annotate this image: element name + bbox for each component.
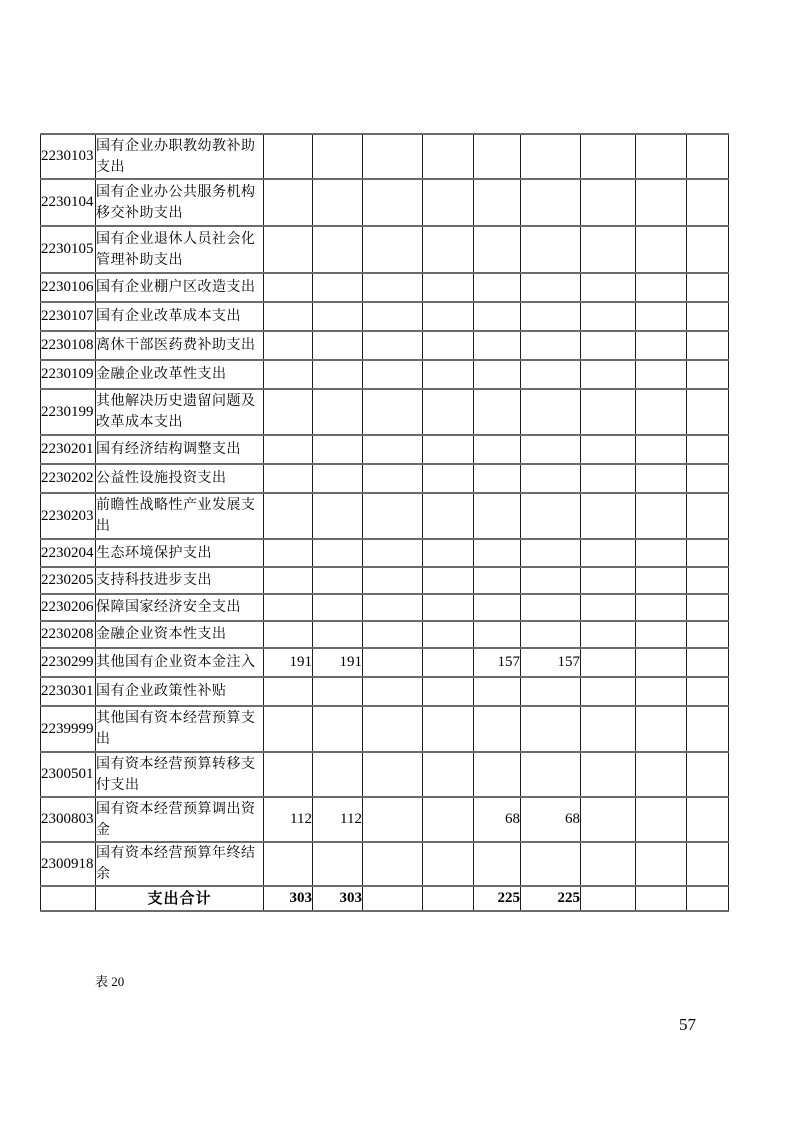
name-cell: 国有企业棚户区改造支出 [96, 273, 264, 302]
value-cell [636, 493, 687, 539]
name-cell: 金融企业改革性支出 [96, 360, 264, 389]
value-cell [687, 539, 729, 567]
value-cell [521, 435, 581, 464]
value-cell [313, 435, 363, 464]
name-cell: 国有经济结构调整支出 [96, 435, 264, 464]
value-cell [581, 539, 636, 567]
budget-table-body [41, 134, 729, 911]
value-cell [581, 302, 636, 331]
code-cell: 2230107 [41, 302, 96, 331]
value-cell [423, 493, 474, 539]
table-row [41, 567, 729, 594]
value-cell [687, 389, 729, 435]
code-cell: 2230208 [41, 621, 96, 648]
name-cell: 国有企业办职教幼教补助支出 [96, 134, 264, 179]
value-cell [581, 226, 636, 273]
value-cell [264, 302, 313, 331]
value-cell [423, 226, 474, 273]
value-cell [581, 621, 636, 648]
table-row [41, 648, 729, 677]
value-cell [423, 134, 474, 179]
value-cell [687, 302, 729, 331]
value-cell [581, 389, 636, 435]
name-cell: 国有资本经营预算调出资金 [96, 797, 264, 842]
value-cell [474, 331, 521, 360]
code-cell: 2230299 [41, 648, 96, 677]
name-cell: 支持科技进步支出 [96, 567, 264, 594]
value-cell [313, 134, 363, 179]
value-cell [474, 360, 521, 389]
value-cell [581, 567, 636, 594]
value-cell: 68 [474, 797, 521, 842]
value-cell [363, 331, 423, 360]
code-cell: 2230301 [41, 677, 96, 706]
code-cell: 2300803 [41, 797, 96, 842]
code-cell [41, 886, 96, 911]
value-cell [521, 493, 581, 539]
value-cell [636, 179, 687, 226]
value-cell [636, 706, 687, 752]
table-row [41, 179, 729, 226]
value-cell [687, 648, 729, 677]
value-cell [363, 179, 423, 226]
name-cell: 国有企业办公共服务机构移交补助支出 [96, 179, 264, 226]
total-value-cell [581, 886, 636, 911]
value-cell [474, 302, 521, 331]
value-cell [474, 842, 521, 886]
code-cell: 2230108 [41, 331, 96, 360]
total-value-cell [423, 886, 474, 911]
table-row [41, 226, 729, 273]
value-cell [313, 464, 363, 493]
value-cell [636, 226, 687, 273]
value-cell [264, 389, 313, 435]
value-cell [687, 226, 729, 273]
value-cell [521, 179, 581, 226]
value-cell [581, 493, 636, 539]
value-cell [474, 493, 521, 539]
value-cell [581, 842, 636, 886]
value-cell [636, 464, 687, 493]
value-cell [363, 360, 423, 389]
value-cell [521, 273, 581, 302]
value-cell [264, 226, 313, 273]
value-cell [313, 621, 363, 648]
value-cell [363, 273, 423, 302]
value-cell [636, 134, 687, 179]
table-row [41, 493, 729, 539]
code-cell: 2230204 [41, 539, 96, 567]
value-cell [423, 621, 474, 648]
value-cell [363, 677, 423, 706]
value-cell [687, 493, 729, 539]
code-cell: 2230109 [41, 360, 96, 389]
value-cell [636, 360, 687, 389]
value-cell [521, 464, 581, 493]
value-cell [474, 567, 521, 594]
value-cell [687, 797, 729, 842]
value-cell [636, 567, 687, 594]
value-cell [423, 273, 474, 302]
value-cell [581, 464, 636, 493]
value-cell [363, 706, 423, 752]
value-cell [581, 435, 636, 464]
value-cell [636, 539, 687, 567]
value-cell: 112 [313, 797, 363, 842]
code-cell: 2230205 [41, 567, 96, 594]
table-row [41, 273, 729, 302]
name-cell: 其他国有资本经营预算支出 [96, 706, 264, 752]
value-cell [264, 360, 313, 389]
value-cell [264, 567, 313, 594]
value-cell [423, 677, 474, 706]
value-cell [423, 302, 474, 331]
value-cell [363, 226, 423, 273]
value-cell [581, 677, 636, 706]
value-cell [363, 797, 423, 842]
value-cell [363, 752, 423, 797]
value-cell [521, 594, 581, 621]
value-cell [636, 331, 687, 360]
value-cell [423, 594, 474, 621]
table-row [41, 797, 729, 842]
code-cell: 2230104 [41, 179, 96, 226]
value-cell [363, 842, 423, 886]
value-cell [687, 567, 729, 594]
value-cell [687, 842, 729, 886]
value-cell [581, 331, 636, 360]
value-cell [423, 179, 474, 226]
value-cell [636, 389, 687, 435]
value-cell [687, 752, 729, 797]
value-cell [521, 842, 581, 886]
code-cell: 2230106 [41, 273, 96, 302]
value-cell [423, 464, 474, 493]
value-cell [474, 389, 521, 435]
value-cell [687, 360, 729, 389]
value-cell [264, 464, 313, 493]
table-row [41, 752, 729, 797]
value-cell [636, 842, 687, 886]
value-cell [474, 621, 521, 648]
value-cell [363, 594, 423, 621]
value-cell [636, 302, 687, 331]
value-cell [264, 677, 313, 706]
value-cell [423, 539, 474, 567]
value-cell [423, 435, 474, 464]
name-cell: 保障国家经济安全支出 [96, 594, 264, 621]
value-cell [687, 594, 729, 621]
total-label-cell: 支出合计 [96, 886, 264, 911]
value-cell [581, 648, 636, 677]
value-cell [521, 621, 581, 648]
table-row [41, 360, 729, 389]
total-row [41, 886, 729, 911]
value-cell [313, 273, 363, 302]
name-cell: 国有企业退休人员社会化管理补助支出 [96, 226, 264, 273]
value-cell [264, 179, 313, 226]
value-cell [636, 648, 687, 677]
value-cell [474, 179, 521, 226]
value-cell [521, 360, 581, 389]
value-cell [313, 331, 363, 360]
name-cell: 生态环境保护支出 [96, 539, 264, 567]
table-row [41, 621, 729, 648]
value-cell [313, 302, 363, 331]
table-row [41, 302, 729, 331]
code-cell: 2239999 [41, 706, 96, 752]
table-row [41, 389, 729, 435]
value-cell [521, 226, 581, 273]
value-cell [581, 273, 636, 302]
value-cell [264, 594, 313, 621]
value-cell [581, 594, 636, 621]
value-cell [264, 842, 313, 886]
total-value-cell [636, 886, 687, 911]
value-cell [636, 435, 687, 464]
value-cell [636, 621, 687, 648]
value-cell: 191 [264, 648, 313, 677]
value-cell [264, 621, 313, 648]
value-cell: 68 [521, 797, 581, 842]
value-cell [521, 567, 581, 594]
value-cell [474, 706, 521, 752]
name-cell: 国有资本经营预算转移支付支出 [96, 752, 264, 797]
value-cell: 157 [521, 648, 581, 677]
code-cell: 2230203 [41, 493, 96, 539]
code-cell: 2230199 [41, 389, 96, 435]
value-cell [474, 226, 521, 273]
value-cell: 191 [313, 648, 363, 677]
value-cell [313, 842, 363, 886]
value-cell [474, 134, 521, 179]
table-row [41, 594, 729, 621]
value-cell [313, 752, 363, 797]
table-row [41, 464, 729, 493]
value-cell [264, 331, 313, 360]
code-cell: 2230206 [41, 594, 96, 621]
value-cell [474, 752, 521, 797]
value-cell [521, 302, 581, 331]
value-cell [313, 226, 363, 273]
page-number: 57 [679, 1015, 696, 1034]
total-value-cell: 303 [313, 886, 363, 911]
value-cell [313, 594, 363, 621]
name-cell: 国有企业改革成本支出 [96, 302, 264, 331]
value-cell [313, 179, 363, 226]
total-value-cell [687, 886, 729, 911]
value-cell [687, 464, 729, 493]
value-cell [313, 360, 363, 389]
value-cell [687, 706, 729, 752]
value-cell [313, 567, 363, 594]
value-cell [521, 389, 581, 435]
value-cell [636, 677, 687, 706]
value-cell [313, 706, 363, 752]
value-cell [687, 677, 729, 706]
value-cell [521, 134, 581, 179]
value-cell [363, 648, 423, 677]
value-cell [474, 273, 521, 302]
table-row [41, 435, 729, 464]
value-cell [423, 842, 474, 886]
value-cell [313, 677, 363, 706]
total-value-cell [363, 886, 423, 911]
value-cell [687, 273, 729, 302]
code-cell: 2230202 [41, 464, 96, 493]
value-cell: 157 [474, 648, 521, 677]
value-cell [581, 360, 636, 389]
value-cell [363, 567, 423, 594]
code-cell: 2230103 [41, 134, 96, 179]
value-cell [636, 273, 687, 302]
value-cell [687, 179, 729, 226]
value-cell [521, 331, 581, 360]
value-cell [521, 677, 581, 706]
value-cell [363, 539, 423, 567]
name-cell: 公益性设施投资支出 [96, 464, 264, 493]
value-cell [521, 752, 581, 797]
table-row [41, 706, 729, 752]
code-cell: 2230201 [41, 435, 96, 464]
table-row [41, 842, 729, 886]
value-cell [363, 134, 423, 179]
value-cell [363, 302, 423, 331]
value-cell [423, 797, 474, 842]
table-caption: 表 20 [95, 974, 125, 989]
name-cell: 离休干部医药费补助支出 [96, 331, 264, 360]
value-cell [581, 797, 636, 842]
value-cell [636, 752, 687, 797]
value-cell [363, 389, 423, 435]
value-cell [687, 621, 729, 648]
value-cell [423, 389, 474, 435]
value-cell [363, 493, 423, 539]
name-cell: 金融企业资本性支出 [96, 621, 264, 648]
total-value-cell: 225 [521, 886, 581, 911]
value-cell [264, 435, 313, 464]
value-cell [636, 797, 687, 842]
name-cell: 其他解决历史遗留问题及改革成本支出 [96, 389, 264, 435]
code-cell: 2300501 [41, 752, 96, 797]
value-cell [264, 493, 313, 539]
value-cell [264, 752, 313, 797]
value-cell [264, 539, 313, 567]
table-row [41, 677, 729, 706]
value-cell [423, 706, 474, 752]
value-cell [313, 493, 363, 539]
value-cell [581, 179, 636, 226]
value-cell [474, 464, 521, 493]
code-cell: 2300918 [41, 842, 96, 886]
value-cell [363, 435, 423, 464]
value-cell [264, 273, 313, 302]
value-cell [474, 677, 521, 706]
value-cell [581, 752, 636, 797]
value-cell [313, 539, 363, 567]
value-cell [423, 752, 474, 797]
value-cell [423, 648, 474, 677]
value-cell: 112 [264, 797, 313, 842]
value-cell [474, 539, 521, 567]
value-cell [423, 567, 474, 594]
value-cell [423, 331, 474, 360]
value-cell [636, 594, 687, 621]
value-cell [264, 706, 313, 752]
total-value-cell: 225 [474, 886, 521, 911]
name-cell: 其他国有企业资本金注入 [96, 648, 264, 677]
value-cell [313, 389, 363, 435]
value-cell [423, 360, 474, 389]
value-cell [363, 621, 423, 648]
code-cell: 2230105 [41, 226, 96, 273]
value-cell [521, 539, 581, 567]
value-cell [581, 134, 636, 179]
name-cell: 国有资本经营预算年终结余 [96, 842, 264, 886]
total-value-cell: 303 [264, 886, 313, 911]
value-cell [474, 435, 521, 464]
value-cell [687, 435, 729, 464]
value-cell [581, 706, 636, 752]
value-cell [474, 594, 521, 621]
value-cell [363, 464, 423, 493]
value-cell [264, 134, 313, 179]
value-cell [687, 331, 729, 360]
name-cell: 国有企业政策性补贴 [96, 677, 264, 706]
name-cell: 前瞻性战略性产业发展支出 [96, 493, 264, 539]
table-row [41, 134, 729, 179]
table-row [41, 331, 729, 360]
table-row [41, 539, 729, 567]
value-cell [521, 706, 581, 752]
budget-table [40, 133, 729, 912]
value-cell [687, 134, 729, 179]
